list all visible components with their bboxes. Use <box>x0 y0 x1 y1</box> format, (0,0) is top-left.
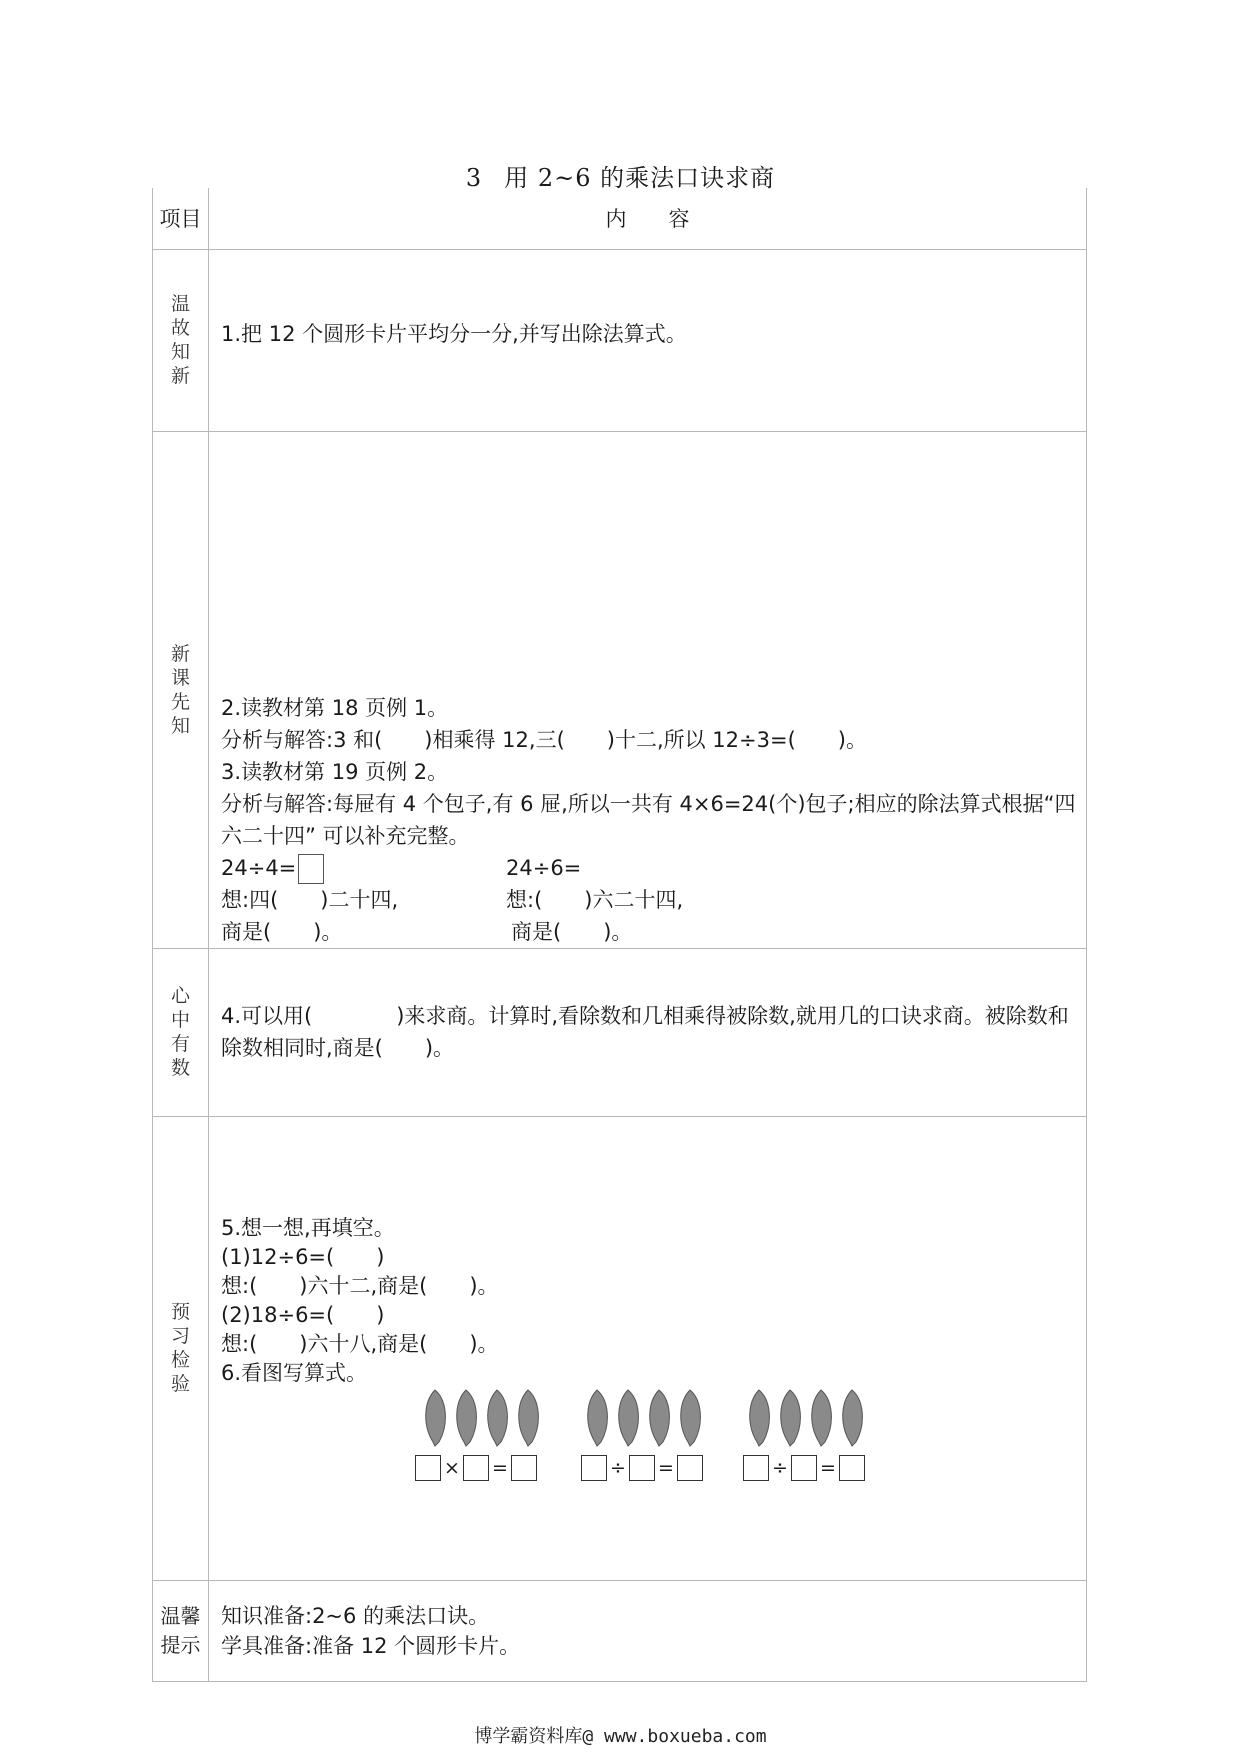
question-5-1: (1)12÷6=( ) <box>221 1244 385 1269</box>
feather-icon <box>421 1388 561 1448</box>
question-6-title: 6.看图写算式。 <box>221 1360 368 1385</box>
think-right: 想:( )六二十四, <box>506 887 684 912</box>
tips-label: 温馨提示 <box>160 1603 201 1657</box>
question-2-title: 2.读教材第 18 页例 1。 <box>221 695 449 720</box>
quotient-right: 商是( )。 <box>511 919 633 944</box>
equation-left: 24÷4= <box>221 855 297 880</box>
quotient-left: 商是( )。 <box>221 919 343 944</box>
preview-row <box>153 431 1087 948</box>
preview-label-cell <box>153 431 209 948</box>
feather-icon <box>745 1388 885 1448</box>
check-label: 预习检验 <box>170 1301 190 1395</box>
question-4: 4.可以用( )来求商。计算时,看除数和几相乘得被除数,就用几的口诀求商。被除数和除数相同时,商是( )。 <box>221 1004 1069 1060</box>
tips-row <box>153 1580 1087 1681</box>
review-label-cell <box>153 249 209 431</box>
header-item-cell: 项目 <box>153 188 209 249</box>
tip-line-2: 学具准备:准备 12 个圆形卡片。 <box>221 1633 521 1658</box>
feather-group-1 <box>421 1388 561 1479</box>
blank-box[interactable] <box>791 1455 817 1481</box>
tip-line-1: 知识准备:2~6 的乘法口诀。 <box>221 1603 490 1628</box>
summary-label-cell <box>153 948 209 1116</box>
question-3-answer: 分析与解答:每屉有 4 个包子,有 6 屉,所以一共有 4×6=24(个)包子;相应的除法算式根据“四六二十四” 可以补充完整。 <box>221 791 1076 848</box>
formula-1: × = <box>415 1454 537 1483</box>
summary-content-cell <box>209 948 1087 1116</box>
check-label-cell <box>153 1116 209 1580</box>
formula-3: ÷ = <box>743 1454 865 1483</box>
lesson-title: 用 2~6 的乘法口诀求商 <box>504 164 776 192</box>
header-content-cell: 内 容 <box>209 188 1087 249</box>
tips-label-cell <box>153 1580 209 1681</box>
formula-2: ÷ = <box>581 1454 703 1483</box>
blank-box[interactable] <box>839 1455 865 1481</box>
check-content-cell <box>209 1116 1087 1580</box>
equation-row <box>221 852 1078 884</box>
equation-right: 24÷6= <box>506 855 582 880</box>
think-row <box>221 884 1078 916</box>
summary-row <box>153 948 1087 1116</box>
check-row <box>153 1116 1087 1580</box>
feather-group-3 <box>745 1388 885 1479</box>
blank-box[interactable] <box>677 1455 703 1481</box>
review-label: 温故知新 <box>170 293 190 387</box>
feather-group-2 <box>583 1388 723 1479</box>
preview-content-cell <box>209 431 1087 948</box>
question-5-title: 5.想一想,再填空。 <box>221 1215 395 1240</box>
quotient-row <box>221 916 1078 948</box>
blank-box[interactable] <box>743 1455 769 1481</box>
lesson-number: 3 <box>465 164 483 192</box>
question-5-2: (2)18÷6=( ) <box>221 1302 385 1327</box>
blank-box[interactable] <box>581 1455 607 1481</box>
blank-box[interactable] <box>415 1455 441 1481</box>
review-row <box>153 249 1087 431</box>
feather-figure <box>221 1388 1078 1516</box>
table-header-row <box>153 188 1087 249</box>
summary-label: 心中有数 <box>170 985 190 1079</box>
answer-box[interactable] <box>298 854 324 884</box>
question-5-2-think: 想:( )六十八,商是( )。 <box>221 1331 499 1356</box>
blank-box[interactable] <box>463 1455 489 1481</box>
question-2-answer: 分析与解答:3 和( )相乘得 12,三( )十二,所以 12÷3=( )。 <box>221 727 867 752</box>
feather-icon <box>583 1388 723 1448</box>
review-content-cell <box>209 249 1087 431</box>
question-1: 1.把 12 个圆形卡片平均分一分,并写出除法算式。 <box>221 321 687 346</box>
tips-content-cell <box>209 1580 1087 1681</box>
question-3-title: 3.读教材第 19 页例 2。 <box>221 759 449 784</box>
blank-box[interactable] <box>511 1455 537 1481</box>
blank-box[interactable] <box>629 1455 655 1481</box>
worksheet-table <box>152 188 1087 1682</box>
question-5-1-think: 想:( )六十二,商是( )。 <box>221 1273 499 1298</box>
footer-watermark: 博学霸资料库@ www.boxueba.com <box>474 1726 767 1747</box>
preview-label: 新课先知 <box>170 642 190 737</box>
think-left: 想:四( )二十四, <box>221 887 399 912</box>
